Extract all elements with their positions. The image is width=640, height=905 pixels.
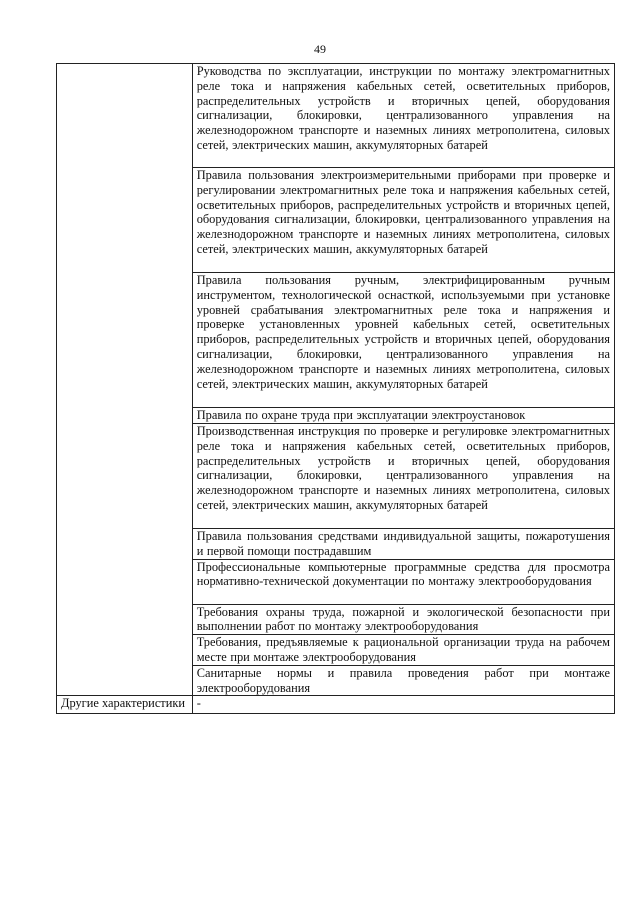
cell-text: Правила пользования средствами индивидуальной защиты, пожаротушения и первой помощи пострадавшим — [196, 529, 610, 558]
cell-text: Профессиональные компьютерные программные средства для просмотра нормативно-технической документации по монтажу электрооборудования — [196, 559, 610, 589]
cell-text: Правила пользования электроизмерительными приборами при проверке и регулировании электромагнитных реле тока и напряжения кабельных сетей, осветительных приборов, распределительных устройств и вторичных цепей, оборудования сигнализации, блокировки, централизованного управления на железнодорожном транспорте и наземных линиях метрополитена, силовых сетей, электрических машин, аккумуляторных батарей — [196, 168, 610, 256]
table-cell — [192, 635, 614, 666]
table-cell — [192, 273, 614, 408]
cell-text: Руководства по эксплуатации, инструкции по монтажу электромагнитных реле тока и напряжения кабельных сетей, осветительных приборов, распределительных устройств и вторичных цепей, оборудования сигнализации, блокировки, централизованного управления на железнодорожном транспорте и наземных линиях метрополитена, силовых сетей, электрических машин, аккумуляторных батарей — [196, 64, 610, 152]
table-cell — [192, 424, 614, 529]
table-row — [57, 64, 615, 168]
table-cell — [192, 559, 614, 604]
other-characteristics-label: Другие характеристики — [57, 696, 193, 714]
cell-text: Производственная инструкция по проверке и регулировке электромагнитных реле тока и напряжения кабельных сетей, осветительных приборов, распределительных устройств и вторичных цепей, оборудования сигнализации, блокировки, централизованного управления на железнодорожном транспорте и наземных линиях метрополитена, силовых сетей, электрических машин, аккумуляторных батарей — [196, 424, 610, 512]
table-cell — [192, 64, 614, 168]
cell-text: Требования охраны труда, пожарной и экологической безопасности при выполнении работ по монтажу электрооборудования — [196, 604, 610, 634]
table-cell — [192, 604, 614, 635]
table-cell — [192, 529, 614, 560]
cell-text: Санитарные нормы и правила проведения работ при монтаже электрооборудования — [196, 665, 610, 695]
table-row — [57, 696, 615, 714]
cell-text: Правила пользования ручным, электрифицированным ручным инструментом, технологической оснасткой, используемыми при установке уровней срабатывания электромагнитных реле тока и напряжения и проверке установленных уровней кабельных сетей, осветительных приборов, распределительных устройств и вторичных цепей, оборудования сигнализации, блокировки, централизованного управления на железнодорожном транспорте и наземных линиях метрополитена, силовых сетей, электрических машин, аккумуляторных батарей — [196, 273, 610, 391]
table-cell — [192, 168, 614, 273]
other-characteristics-value: - — [192, 696, 614, 714]
table-cell — [192, 665, 614, 696]
cell-text: Правила по охране труда при эксплуатации электроустановок — [196, 408, 526, 422]
page-number: 49 — [314, 42, 326, 56]
knowledge-table — [56, 63, 615, 714]
cell-text: Требования, предъявляемые к рациональной организации труда на рабочем месте при монтаже электрооборудования — [196, 635, 610, 664]
table-cell — [192, 408, 614, 424]
merged-label-cell — [57, 64, 193, 696]
